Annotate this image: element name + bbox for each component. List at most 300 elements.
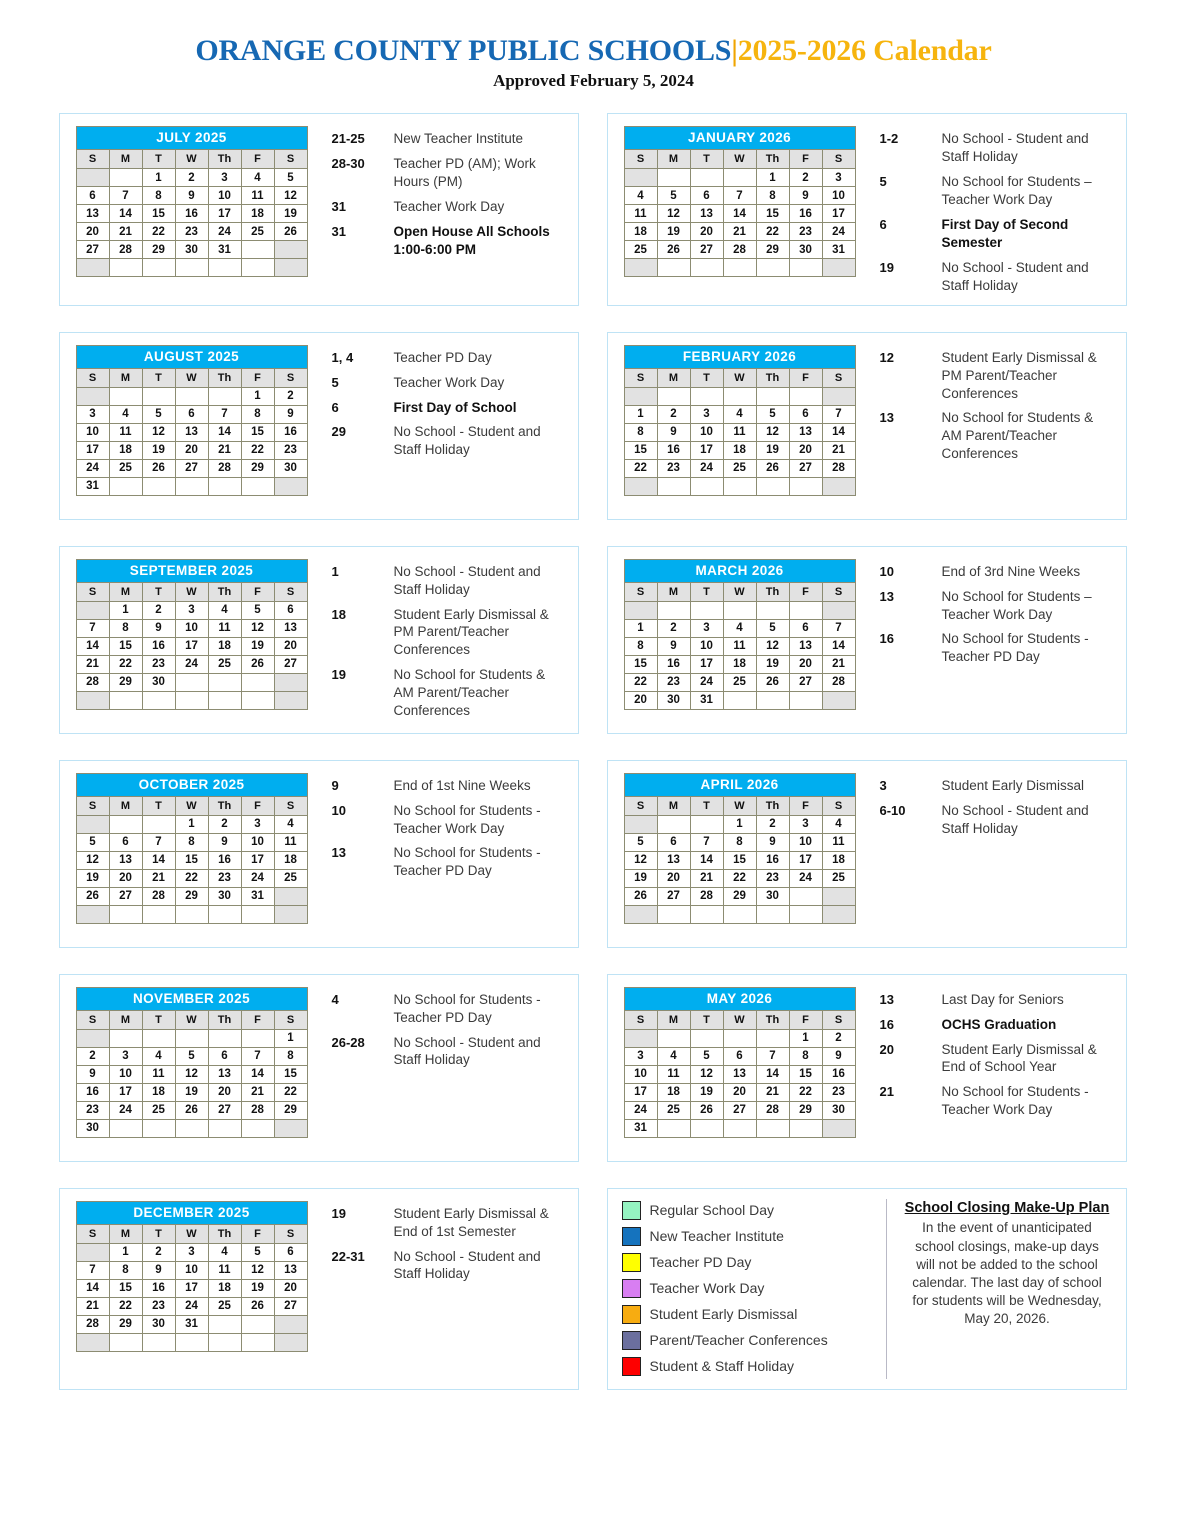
calendar-day-cell: 1 [789,1029,822,1047]
month-panel-may-2026 [607,974,1127,1162]
calendar-day-cell: 21 [76,1297,109,1315]
event-description: First Day of Second Semester [941,216,1069,250]
calendar-day-cell: 29 [142,241,175,259]
calendar-day-cell: 16 [76,1083,109,1101]
weekday-header: Th [756,150,789,169]
calendar-cell-empty [756,601,789,619]
weekday-header: S [822,150,855,169]
calendar-cell-empty [274,1333,307,1351]
calendar-day-cell: 10 [208,187,241,205]
event-date: 10 [331,802,346,818]
event-row [332,1034,566,1070]
calendar-week-row [76,1083,307,1101]
weekday-header: S [76,368,109,387]
event-description: No School for Students - Teacher PD Day [393,991,541,1025]
calendar-day-cell: 12 [241,1261,274,1279]
calendar-day-cell: 6 [175,405,208,423]
calendar-day-cell: 15 [789,1065,822,1083]
calendar-day-cell: 24 [624,1101,657,1119]
calendar-cell-empty [723,1029,756,1047]
calendar-day-cell: 31 [690,691,723,709]
calendar-day-cell: 31 [241,887,274,905]
calendar-cell-empty [822,387,855,405]
calendar-week-row [76,1047,307,1065]
calendar-day-cell: 31 [208,241,241,259]
event-date: 18 [331,606,346,622]
school-year: 2025-2026 Calendar [737,34,992,67]
month-panel-april-2026 [607,760,1127,948]
weekday-header: S [624,1010,657,1029]
event-row [332,1205,566,1241]
calendar-day-cell: 21 [208,441,241,459]
calendar-week-row [76,637,307,655]
calendar-cell-empty [76,387,109,405]
calendar-day-cell: 11 [274,833,307,851]
event-row [880,1016,1114,1034]
calendar-day-cell: 20 [208,1083,241,1101]
calendar-day-cell: 26 [756,673,789,691]
calendar-wrapper [70,343,316,509]
calendar-day-cell: 12 [76,851,109,869]
calendar-day-cell: 31 [624,1119,657,1137]
calendar-day-cell: 7 [822,619,855,637]
event-description: No School for Students & AM Parent/Teacher Conferences [941,410,1094,462]
calendar-day-cell: 20 [109,869,142,887]
months-grid [59,113,1129,1390]
month-panel-march-2026 [607,546,1127,734]
calendar-day-cell: 27 [274,655,307,673]
event-date: 5 [331,374,339,390]
event-date: 19 [331,667,346,683]
calendar-cell-empty [175,477,208,495]
calendar-day-cell: 20 [723,1083,756,1101]
calendar-week-row [624,1083,855,1101]
calendar-day-cell: 20 [175,441,208,459]
event-row [880,1041,1114,1077]
weekday-header: S [624,582,657,601]
weekday-header: T [690,368,723,387]
calendar-day-cell: 25 [822,869,855,887]
calendar-cell-empty [76,691,109,709]
weekday-header: S [274,368,307,387]
calendar-day-cell: 13 [657,851,690,869]
calendar-day-cell: 24 [76,459,109,477]
calendar-cell-empty [723,477,756,495]
calendar-week-row [624,1101,855,1119]
calendar-day-cell: 7 [76,1261,109,1279]
calendar-week-row [76,673,307,691]
weekday-header: F [789,1010,822,1029]
calendar-day-cell: 22 [789,1083,822,1101]
calendar-day-cell: 30 [76,1119,109,1137]
calendar-cell-empty [789,477,822,495]
calendar-cell-empty [822,887,855,905]
calendar-cell-empty [208,905,241,923]
calendar-day-cell: 18 [241,205,274,223]
calendar-day-cell: 28 [76,673,109,691]
calendar-day-cell: 5 [756,405,789,423]
calendar-day-cell: 22 [175,869,208,887]
calendar-day-cell: 4 [624,187,657,205]
calendar-day-cell: 25 [723,459,756,477]
calendar-day-cell: 6 [723,1047,756,1065]
calendar-day-cell: 26 [142,459,175,477]
calendar-cell-empty [789,259,822,277]
calendar-day-cell: 26 [241,655,274,673]
event-date: 13 [879,410,894,426]
event-row [332,1248,566,1284]
calendar-day-cell: 9 [208,833,241,851]
calendar-day-cell: 18 [657,1083,690,1101]
calendar-cell-empty [274,259,307,277]
calendar-day-cell: 11 [723,423,756,441]
weekday-header: S [76,582,109,601]
calendar-week-row [76,259,307,277]
calendar-day-cell: 3 [690,619,723,637]
calendar-week-row [624,637,855,655]
calendar-day-cell: 28 [76,1315,109,1333]
calendar-cell-empty [723,905,756,923]
calendar-cell-empty [789,601,822,619]
event-description: No School - Student and Staff Holiday [941,259,1089,293]
calendar-day-cell: 20 [624,691,657,709]
calendar-day-cell: 22 [723,869,756,887]
calendar-week-row [76,655,307,673]
calendar-day-cell: 2 [175,169,208,187]
calendar-week-row [624,441,855,459]
weekday-header: S [274,796,307,815]
calendar-day-cell: 8 [109,1261,142,1279]
calendar-day-cell: 10 [690,637,723,655]
weekday-header: S [822,368,855,387]
calendar-day-cell: 8 [142,187,175,205]
calendar-day-cell: 4 [208,601,241,619]
calendar-cell-empty [76,1029,109,1047]
calendar-wrapper [70,124,316,295]
month-panel-august-2025 [59,332,579,520]
calendar-cell-empty [822,477,855,495]
legend-item-regular-school-day [622,1199,880,1223]
weekday-header: W [175,582,208,601]
calendar-week-row [76,423,307,441]
legend-label: Teacher Work Day [649,1279,765,1296]
calendar-week-row [76,241,307,259]
calendar-cell-empty [175,1119,208,1137]
calendar-day-cell: 7 [208,405,241,423]
calendar-day-cell: 18 [723,655,756,673]
calendar-day-cell: 29 [109,1315,142,1333]
event-description: No School - Student and Staff Holiday [393,424,541,458]
calendar-wrapper [70,771,316,937]
calendar-day-cell: 30 [822,1101,855,1119]
calendar-day-cell: 8 [789,1047,822,1065]
calendar-week-row [76,223,307,241]
event-description: No School for Students - Teacher PD Day [393,845,541,879]
calendar-cell-empty [624,905,657,923]
calendar-day-cell: 27 [109,887,142,905]
calendar-cell-empty [208,1315,241,1333]
calendar-cell-empty [175,691,208,709]
calendar-day-cell: 2 [822,1029,855,1047]
calendar-cell-empty [789,1119,822,1137]
calendar-cell-empty [723,601,756,619]
calendar-cell-empty [756,1119,789,1137]
month-header: JANUARY 2026 [624,127,855,150]
event-row [880,349,1114,403]
calendar-day-cell: 7 [142,833,175,851]
calendar-week-row [624,851,855,869]
calendar-day-cell: 6 [208,1047,241,1065]
calendar-day-cell: 19 [274,205,307,223]
calendar-day-cell: 23 [756,869,789,887]
calendar-day-cell: 16 [142,637,175,655]
calendar-day-cell: 4 [208,1243,241,1261]
calendar-day-cell: 28 [208,459,241,477]
calendar-day-cell: 29 [109,673,142,691]
calendar-day-cell: 1 [624,405,657,423]
calendar-day-cell: 21 [756,1083,789,1101]
calendar-day-cell: 25 [142,1101,175,1119]
weekday-header: F [789,582,822,601]
weekday-header: M [657,582,690,601]
calendar-week-row [76,441,307,459]
calendar-day-cell: 20 [76,223,109,241]
calendar-day-cell: 22 [624,673,657,691]
calendar-week-row [76,1297,307,1315]
event-date: 31 [331,198,346,214]
calendar-day-cell: 28 [109,241,142,259]
weekday-header: M [657,796,690,815]
calendar-day-cell: 20 [274,637,307,655]
calendar-day-cell: 9 [274,405,307,423]
calendar-cell-empty [76,905,109,923]
weekday-header: S [822,1010,855,1029]
weekday-header: W [723,368,756,387]
calendar-week-row [76,1315,307,1333]
event-date: 1 [331,563,339,579]
calendar-cell-empty [175,1333,208,1351]
weekday-header: M [657,368,690,387]
weekday-header: T [690,150,723,169]
calendar-day-cell: 17 [175,637,208,655]
legend-label: Student & Staff Holiday [649,1357,794,1374]
calendar-day-cell: 1 [274,1029,307,1047]
event-row [332,374,566,392]
calendar-day-cell: 5 [657,187,690,205]
weekday-header: T [690,582,723,601]
calendar-cell-empty [109,905,142,923]
calendar-day-cell: 27 [723,1101,756,1119]
event-description: Student Early Dismissal [941,777,1085,793]
calendar-day-cell: 29 [789,1101,822,1119]
event-row [880,588,1114,624]
calendar-day-cell: 7 [822,405,855,423]
calendar-day-cell: 8 [756,187,789,205]
calendar-day-cell: 14 [241,1065,274,1083]
calendar-day-cell: 16 [657,655,690,673]
weekday-header: T [690,796,723,815]
calendar-cell-empty [690,259,723,277]
event-description: Teacher PD (AM); Work Hours (PM) [393,155,536,189]
calendar-day-cell: 14 [756,1065,789,1083]
calendar-day-cell: 22 [109,655,142,673]
event-description: End of 3rd Nine Weeks [941,563,1081,579]
weekday-header: W [175,150,208,169]
calendar-day-cell: 23 [657,459,690,477]
calendar-day-cell: 14 [822,423,855,441]
legend-label: Regular School Day [649,1201,775,1218]
calendar-day-cell: 13 [109,851,142,869]
calendar-day-cell: 15 [274,1065,307,1083]
calendar-cell-empty [624,815,657,833]
calendar-cell-empty [76,815,109,833]
event-date: 26-28 [331,1034,365,1050]
calendar-day-cell: 11 [109,423,142,441]
event-row [880,216,1114,252]
calendar-day-cell: 28 [241,1101,274,1119]
legend-label: New Teacher Institute [649,1227,784,1244]
legend-swatch-student-staff-holiday [622,1357,641,1376]
calendar-day-cell: 30 [274,459,307,477]
calendar-cell-empty [76,1243,109,1261]
legend-label: Teacher PD Day [649,1253,752,1270]
calendar-day-cell: 7 [76,619,109,637]
calendar-table [76,345,308,496]
calendar-day-cell: 30 [142,1315,175,1333]
calendar-day-cell: 23 [274,441,307,459]
calendar-week-row [76,205,307,223]
calendar-day-cell: 6 [789,619,822,637]
calendar-week-row [624,691,855,709]
calendar-cell-empty [76,601,109,619]
weekday-header: M [109,1224,142,1243]
event-date: 21 [879,1084,894,1100]
event-date: 1-2 [879,131,899,146]
calendar-cell-empty [624,477,657,495]
calendar-day-cell: 9 [756,833,789,851]
makeup-plan [887,1199,1118,1379]
event-date: 22-31 [331,1248,365,1264]
calendar-table [624,126,856,277]
calendar-day-cell: 30 [208,887,241,905]
legend-panel [607,1188,1127,1390]
calendar-day-cell: 12 [142,423,175,441]
calendar-cell-empty [241,477,274,495]
calendar-day-cell: 11 [142,1065,175,1083]
calendar-day-cell: 3 [175,601,208,619]
calendar-day-cell: 20 [789,441,822,459]
calendar-day-cell: 10 [109,1065,142,1083]
calendar-day-cell: 5 [274,169,307,187]
event-date: 19 [879,259,894,275]
calendar-day-cell: 15 [723,851,756,869]
event-description: Teacher Work Day [393,198,505,214]
calendar-day-cell: 2 [142,1243,175,1261]
weekday-header: S [274,1010,307,1029]
event-description: Last Day for Seniors [941,991,1064,1007]
weekday-header: Th [208,796,241,815]
calendar-day-cell: 21 [723,223,756,241]
calendar-cell-empty [142,1119,175,1137]
calendar-day-cell: 10 [624,1065,657,1083]
events-list [316,557,570,723]
calendar-day-cell: 6 [690,187,723,205]
calendar-day-cell: 25 [723,673,756,691]
weekday-header: T [142,1010,175,1029]
calendar-day-cell: 23 [657,673,690,691]
calendar-cell-empty [109,815,142,833]
calendar-week-row [76,477,307,495]
calendar-week-row [624,187,855,205]
page-title [0,34,1187,67]
calendar-cell-empty [241,241,274,259]
calendar-day-cell: 16 [822,1065,855,1083]
event-date: 6 [879,216,887,232]
calendar-week-row [624,673,855,691]
calendar-day-cell: 24 [789,869,822,887]
weekday-header: S [822,796,855,815]
calendar-cell-empty [142,259,175,277]
calendar-day-cell: 29 [175,887,208,905]
weekday-header: Th [756,368,789,387]
month-panel-november-2025 [59,974,579,1162]
calendar-cell-empty [690,477,723,495]
weekday-header: W [723,796,756,815]
calendar-cell-empty [789,387,822,405]
approval-date: Approved February 5, 2024 [493,71,694,90]
calendar-day-cell: 13 [789,423,822,441]
calendar-day-cell: 9 [657,423,690,441]
calendar-day-cell: 3 [241,815,274,833]
calendar-cell-empty [274,1315,307,1333]
calendar-day-cell: 3 [208,169,241,187]
calendar-day-cell: 21 [142,869,175,887]
event-row [880,777,1114,795]
calendar-day-cell: 13 [690,205,723,223]
calendar-cell-empty [789,887,822,905]
calendar-cell-empty [274,691,307,709]
calendar-day-cell: 7 [109,187,142,205]
calendar-week-row [624,405,855,423]
calendar-wrapper [618,343,864,509]
weekday-header: S [76,150,109,169]
event-date: 10 [879,563,894,579]
weekday-header: T [142,150,175,169]
weekday-header: F [241,1010,274,1029]
calendar-cell-empty [657,1029,690,1047]
calendar-cell-empty [690,1119,723,1137]
calendar-day-cell: 9 [789,187,822,205]
weekday-header: Th [208,150,241,169]
weekday-header: W [723,582,756,601]
calendar-day-cell: 1 [175,815,208,833]
weekday-header: M [109,796,142,815]
calendar-table [76,126,308,277]
calendar-week-row [76,1029,307,1047]
calendar-cell-empty [657,815,690,833]
calendar-day-cell: 20 [657,869,690,887]
calendar-day-cell: 5 [624,833,657,851]
calendar-week-row [624,423,855,441]
calendar-cell-empty [175,387,208,405]
calendar-day-cell: 23 [142,1297,175,1315]
weekday-header: T [142,1224,175,1243]
calendar-day-cell: 10 [76,423,109,441]
calendar-cell-empty [756,387,789,405]
calendar-week-row [624,815,855,833]
calendar-day-cell: 1 [756,169,789,187]
weekday-header: F [789,150,822,169]
